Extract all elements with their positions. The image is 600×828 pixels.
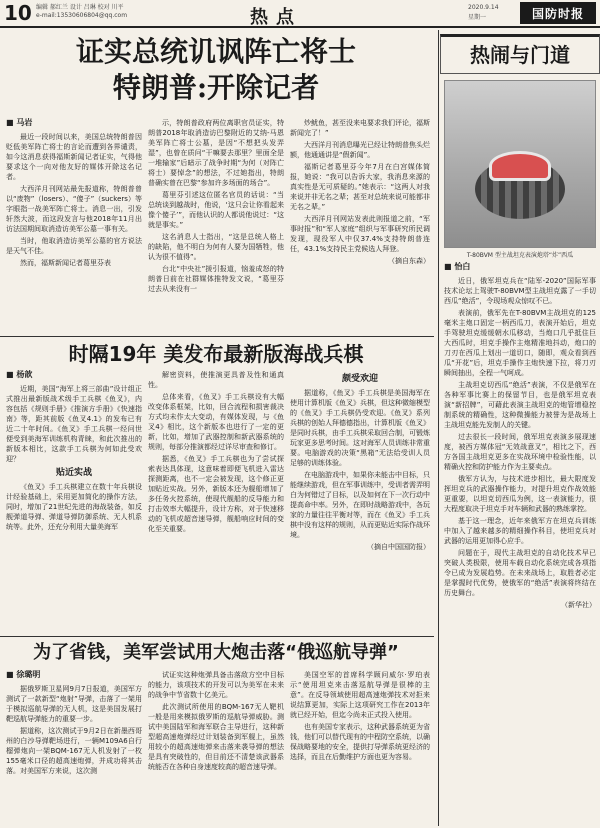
article2-subheading-1: 贴近实战 [55, 468, 92, 478]
editor-credits [36, 4, 127, 20]
article2-column-1 [6, 370, 142, 632]
email-line: e-mail:13530606804@qq.com [36, 12, 128, 19]
article3-column-1 [6, 670, 142, 824]
paragraph: 葛里芬引述这位匿名官员的话说：“当总统谈到越战时，他说，‘这只会让你看起来像个傻子’”，而他认识的人都说他说过：“这就是事实。” [148, 191, 284, 229]
sidebar-source: （新华社） [561, 601, 596, 609]
paragraph: 大西洋月刊网站最先报道称，特朗普曾以“废物”（losers）、“傻子”（suckers）等字眼指一战美军阵亡将士。消息一出，引发轩然大波，而这段发言与他2018年11月出访法国期间取消造访美军公墓一事有关。 [6, 185, 142, 233]
sidebar-byline: ■ 怡白 [444, 262, 471, 271]
paragraph: 炒鱿鱼，甚至没来电要求我们评论，福斯新闻完了！” [290, 119, 430, 137]
paragraph: 台北“中央社”援引报道，恼羞成怒的特朗普日前在社群媒体推特发文说，“葛里芬过去从来没有一 [148, 265, 284, 293]
article2-column-2 [148, 370, 284, 632]
paragraph: 解密资料，使推演更具普及性和通真性。 [148, 371, 284, 389]
article1-source: （摘自东森） [388, 257, 430, 265]
paragraph: 据道称，《鱼叉》手工兵棋是美国海军在使用计算机版《鱼叉》兵棋，但这种微缩模型的《鱼叉》手工兵棋仍受欢迎。《鱼叉》系列兵棋的创始人拜德德指出，计算机版《鱼叉》是同时兵棋，由手工兵棋采取回合制，可锻炼玩家更多思考时间。这对海军人员训练非常重要。电脑游戏的决策“黑箱”无法给受训人员足够的训练体验。 [290, 389, 430, 467]
article2-byline: ■ 杨歆 [6, 370, 33, 379]
paragraph: 问题在于，现代主战坦克的自动化技术早已突破人类极限，使用车载自动化系统完成各项指令已成为发展趋势。在未来战场上，取胜者必定是掌握时代优势，使俄军的“绝活”表演将终结在历史舞台。 [444, 549, 596, 597]
article1-column-2 [148, 118, 284, 332]
article2-subheading-2: 颇受欢迎 [341, 374, 378, 384]
paragraph: 基于这一理念，近年来俄军方在坦克兵训练中加入了越来越多的精细操作科目，使坦克兵对武器的运用更加得心应手。 [444, 517, 596, 545]
paragraph: 大西洋月刊网站发表此则报道之前，“军事时报”和“军人家庭”组织与军事研究所民调发现，现役军人中仅37.4%支持特朗普连任，43.1%支持民主党候选人拜登。 [290, 215, 430, 253]
paragraph: 总体来看，《鱼叉》手工兵棋设有大幅改变体系框架，比如，回合流程和损害裁决方式均未作太大变动，有媒体发现，与《鱼叉4》相比，这个新版本也进行了一定的更新，比如，增加了武器控制和新武器系统的规则，每部分推演都经过详尽审查和修订。 [148, 393, 284, 451]
column-divider [438, 30, 439, 826]
date-text: 2020.9.14 [468, 4, 499, 11]
article3-column-3 [290, 670, 430, 824]
paragraph: 俄军方认为，与技术进步相比，最大限度发挥坦克兵的武器操作能力，对提升坦克作战效能更重要，以坦克切西瓜为例，这一表演能力，很大程度取决于坦克手对车辆和武器的熟练掌控。 [444, 475, 596, 513]
article3-column-2 [148, 670, 284, 824]
paragraph: 表演前，俄军先在T-80BVM主战坦克的125毫米主炮口固定一柄西瓜刀，表演开始后，坦克手驾驶坦克缓缓朝水瓜移动，当炮口几乎抵住巨大西瓜时，坦克手操作主炮精准地抖动，炮口的刀刃在西瓜上划出一道切口，随即，观众看到西瓜“开花”后，坦克手操作主炮快速下拉，将刀刃瞬间抽出，全程一气呵成。 [444, 309, 596, 377]
tank-watermelon-photo [444, 80, 596, 248]
paragraph: 《鱼叉》手工兵棋建立在数十年兵棋设计经验基础上，采用更加简化的操作方法，同时，增加了21世纪先进的海战装备，如反舰弹道导弹、弹道导弹防御系统、无人机系统等。此外，还充分利用大量美海军 [6, 483, 142, 531]
paragraph: 据俄罗斯卫星网9月7日报道，美国军方测试了一款新型“炮射”导弹，击落了一架用于模拟巡航导弹的无人机，这是美国发展打靶巡航导弹能力的重要一步。 [6, 685, 142, 723]
masthead [0, 0, 600, 28]
sidebar-column [444, 262, 596, 822]
paragraph: 近期，美国“海军上将三部曲”设计组正式推出最新版战术级手工兵棋《鱼叉》，内容包括《规则手册》《推演方手册》《快速指南》等，距其前版《鱼叉4.1》的发布已有近二十年时间。《鱼叉》手工兵棋一经问世便受到美海军训练机构青睐，和此次推出的新版本相比，这款手工兵棋为何如此受欢迎？ [6, 385, 142, 463]
paragraph: 过去很长一段时间，俄军坦克表演多展现速度，被西方媒体冠“无效战意叉”，相比之下，西方各国主战坦克更多在实战环境中检验性能，以精确火控和防护能力作为主要卖点。 [444, 433, 596, 471]
paragraph: 最近一段时间以来，美国总统特朗普因贬低美军阵亡将士的言论而遭到各界谴责，如今这消息获得福斯新闻记者证实，气得他要求这个一向对他友好的媒体开除这名记者。 [6, 133, 142, 181]
article1-column-1 [6, 118, 142, 332]
divider [0, 336, 434, 337]
watermelon-cut-shape [489, 151, 551, 181]
paragraph: 福斯记者葛里芬今年7月在白宫媒体简报，她说：“我可以告诉大家，我消息来源的真实性是无可质疑的。”她表示：“这两人对我来说并非无名之辈；甚至对总统来说可能都非无名之辈。” [290, 163, 430, 211]
divider [0, 636, 434, 637]
paragraph: 试证实这种炮弹具备击落敌方空中目标的能力，该项技术的开发可以为美军在未来的战争中节省数十亿美元。 [148, 671, 284, 699]
paragraph: 此次测试所使用的BQM-167无人靶机一般是用来模拟俄罗斯的巡航导弹威胁。测试中美国陆军和海军联合主导进行，这种新型超高速炮弹经过计划装备到军舰上，虽然用较小的超高速炮弹来击落来袭导弹的想法是具有突破性的，但目前还不清楚该武器系统能否在各种自身速度较高的超音速导弹。 [148, 703, 284, 771]
photo-caption: T-80BVM 型主战坦克表演炮塔“炸”西瓜 [466, 252, 574, 259]
article1-headline [0, 34, 432, 106]
newspaper-logo: 国防时报 [520, 2, 596, 24]
paragraph: 美国空军的首席科学顾问威尔·罗珀表示“使用坦克来击落巡航导弹是很棒的主意”。在反导领域使用超高速炮弹技术对拒来说结算更加，实际上这项研究工作在2013年就已经开始，但迄今尚未正式投入使用。 [290, 671, 430, 719]
sidebar-title: 热闹与门道 [440, 34, 600, 74]
editor-line: 编辑 郝红兰 设计 吕琳 校对 川平 [36, 4, 124, 11]
article1-headline-line2: 特朗普:开除记者 [112, 71, 320, 104]
article1-byline: ■ 马岩 [6, 118, 33, 127]
paragraph: 大西洋月刊消息曝光已经让特朗普焦头烂额，他通通讲是“假新闻”。 [290, 141, 430, 159]
article3-byline: ■ 徐璐明 [6, 670, 41, 679]
paragraph: 据悉，《鱼叉》手工兵棋也为了尝试探索表达具体现，这意味着即便飞机进入雷达探测距离，也不一定会被发现，这个修正更加贴近实战。另外，新版本还为舰船增加了多任务火控系统，使现代舰船的反导能力和打击效率大幅提升，设计方称，对于快速移动的飞机或超音速导弹，舰船响应时间的变化至关重要。 [148, 455, 284, 533]
paragraph: 示，特朗普政府两位离职官员证实，特朗普2018年取消造访巴黎附近的艾纳-马恩美军阵亡将士公墓，是因“不想把头发弄湿”，也曾在质问“干嘛要去那里？里面全是一堆输家”后暗示了战争时期“为何（对阵亡将士）要悼念”的想法，不过她指出，特朗普确实曾在巴黎“参加许多场面的场合”。 [148, 119, 284, 187]
paragraph: 主战坦克切西瓜“绝活”表演，不仅是俄军在各种军事比赛上的保留节目，也是俄军坦克表演“新招牌”，可藉此表演主战坦克的炮管增稳控制系统的精确性，这种微操能力被誉为是战场上主战坦克能先发制人的关键。 [444, 381, 596, 429]
paragraph: 也有美国专家表示，这种武器系统更为省钱，他们可以替代现有的中程防空系统，以确保战略要地的安全，提供打导弹系统更经济的选择，而且在后勤维护方面也更为容易。 [290, 723, 430, 761]
issue-date [468, 3, 499, 23]
article3-headline: 为了省钱，美军尝试用大炮击落“俄巡航导弹” [33, 642, 399, 663]
article2-column-3 [290, 370, 430, 632]
paragraph: 近日，俄军坦克兵在“陆军-2020”国际军事技术论坛上驾驶T-80BVM型主战坦克露了一手切西瓜“绝活”，令现场观众惊叹不已。 [444, 277, 596, 305]
article1-headline-line1: 证实总统讥讽阵亡将士 [75, 35, 356, 68]
paragraph: 当时，他取消造访美军公墓的官方说法是天气不佳。 [6, 237, 142, 255]
paragraph: 然而，福斯新闻记者葛里芬表 [20, 259, 111, 267]
section-title: 热点 [250, 7, 302, 28]
paragraph: 据道称，这次测试于9月2日在新墨西哥州的白沙导弹靶场进行，一辆M109A6自行榴弹炮向一架BQM-167无人机发射了一枚155毫米口径的超高速炮弹，并成功将其击落。对美国军方来说，这次测 [6, 727, 142, 775]
paragraph: 这名消息人士指出，“这是总统人格上的缺陷，他不明白为何有人要为国牺牲，他认为很不值得”。 [148, 233, 284, 261]
article1-column-3 [290, 118, 430, 332]
paragraph: 在电脑游戏中，如果你未能击中目标，只能继续游戏，但在军事训练中，受训者需弄明白为何错过了目标，以及如何在下一次行动中提高命中率。另外，在即时战略游戏中，各玩家的力量往往平衡对等，而在《鱼叉》手工兵棋中没有这样的规则，从而更贴近实际作战环境。 [290, 471, 430, 539]
article2-source: （摘自中国国防报） [367, 543, 430, 551]
page-number: 10 [4, 1, 32, 25]
weekday-text: 星期一 [468, 14, 487, 21]
article2-headline: 时隔19年 美发布最新版海战兵棋 [68, 342, 364, 366]
